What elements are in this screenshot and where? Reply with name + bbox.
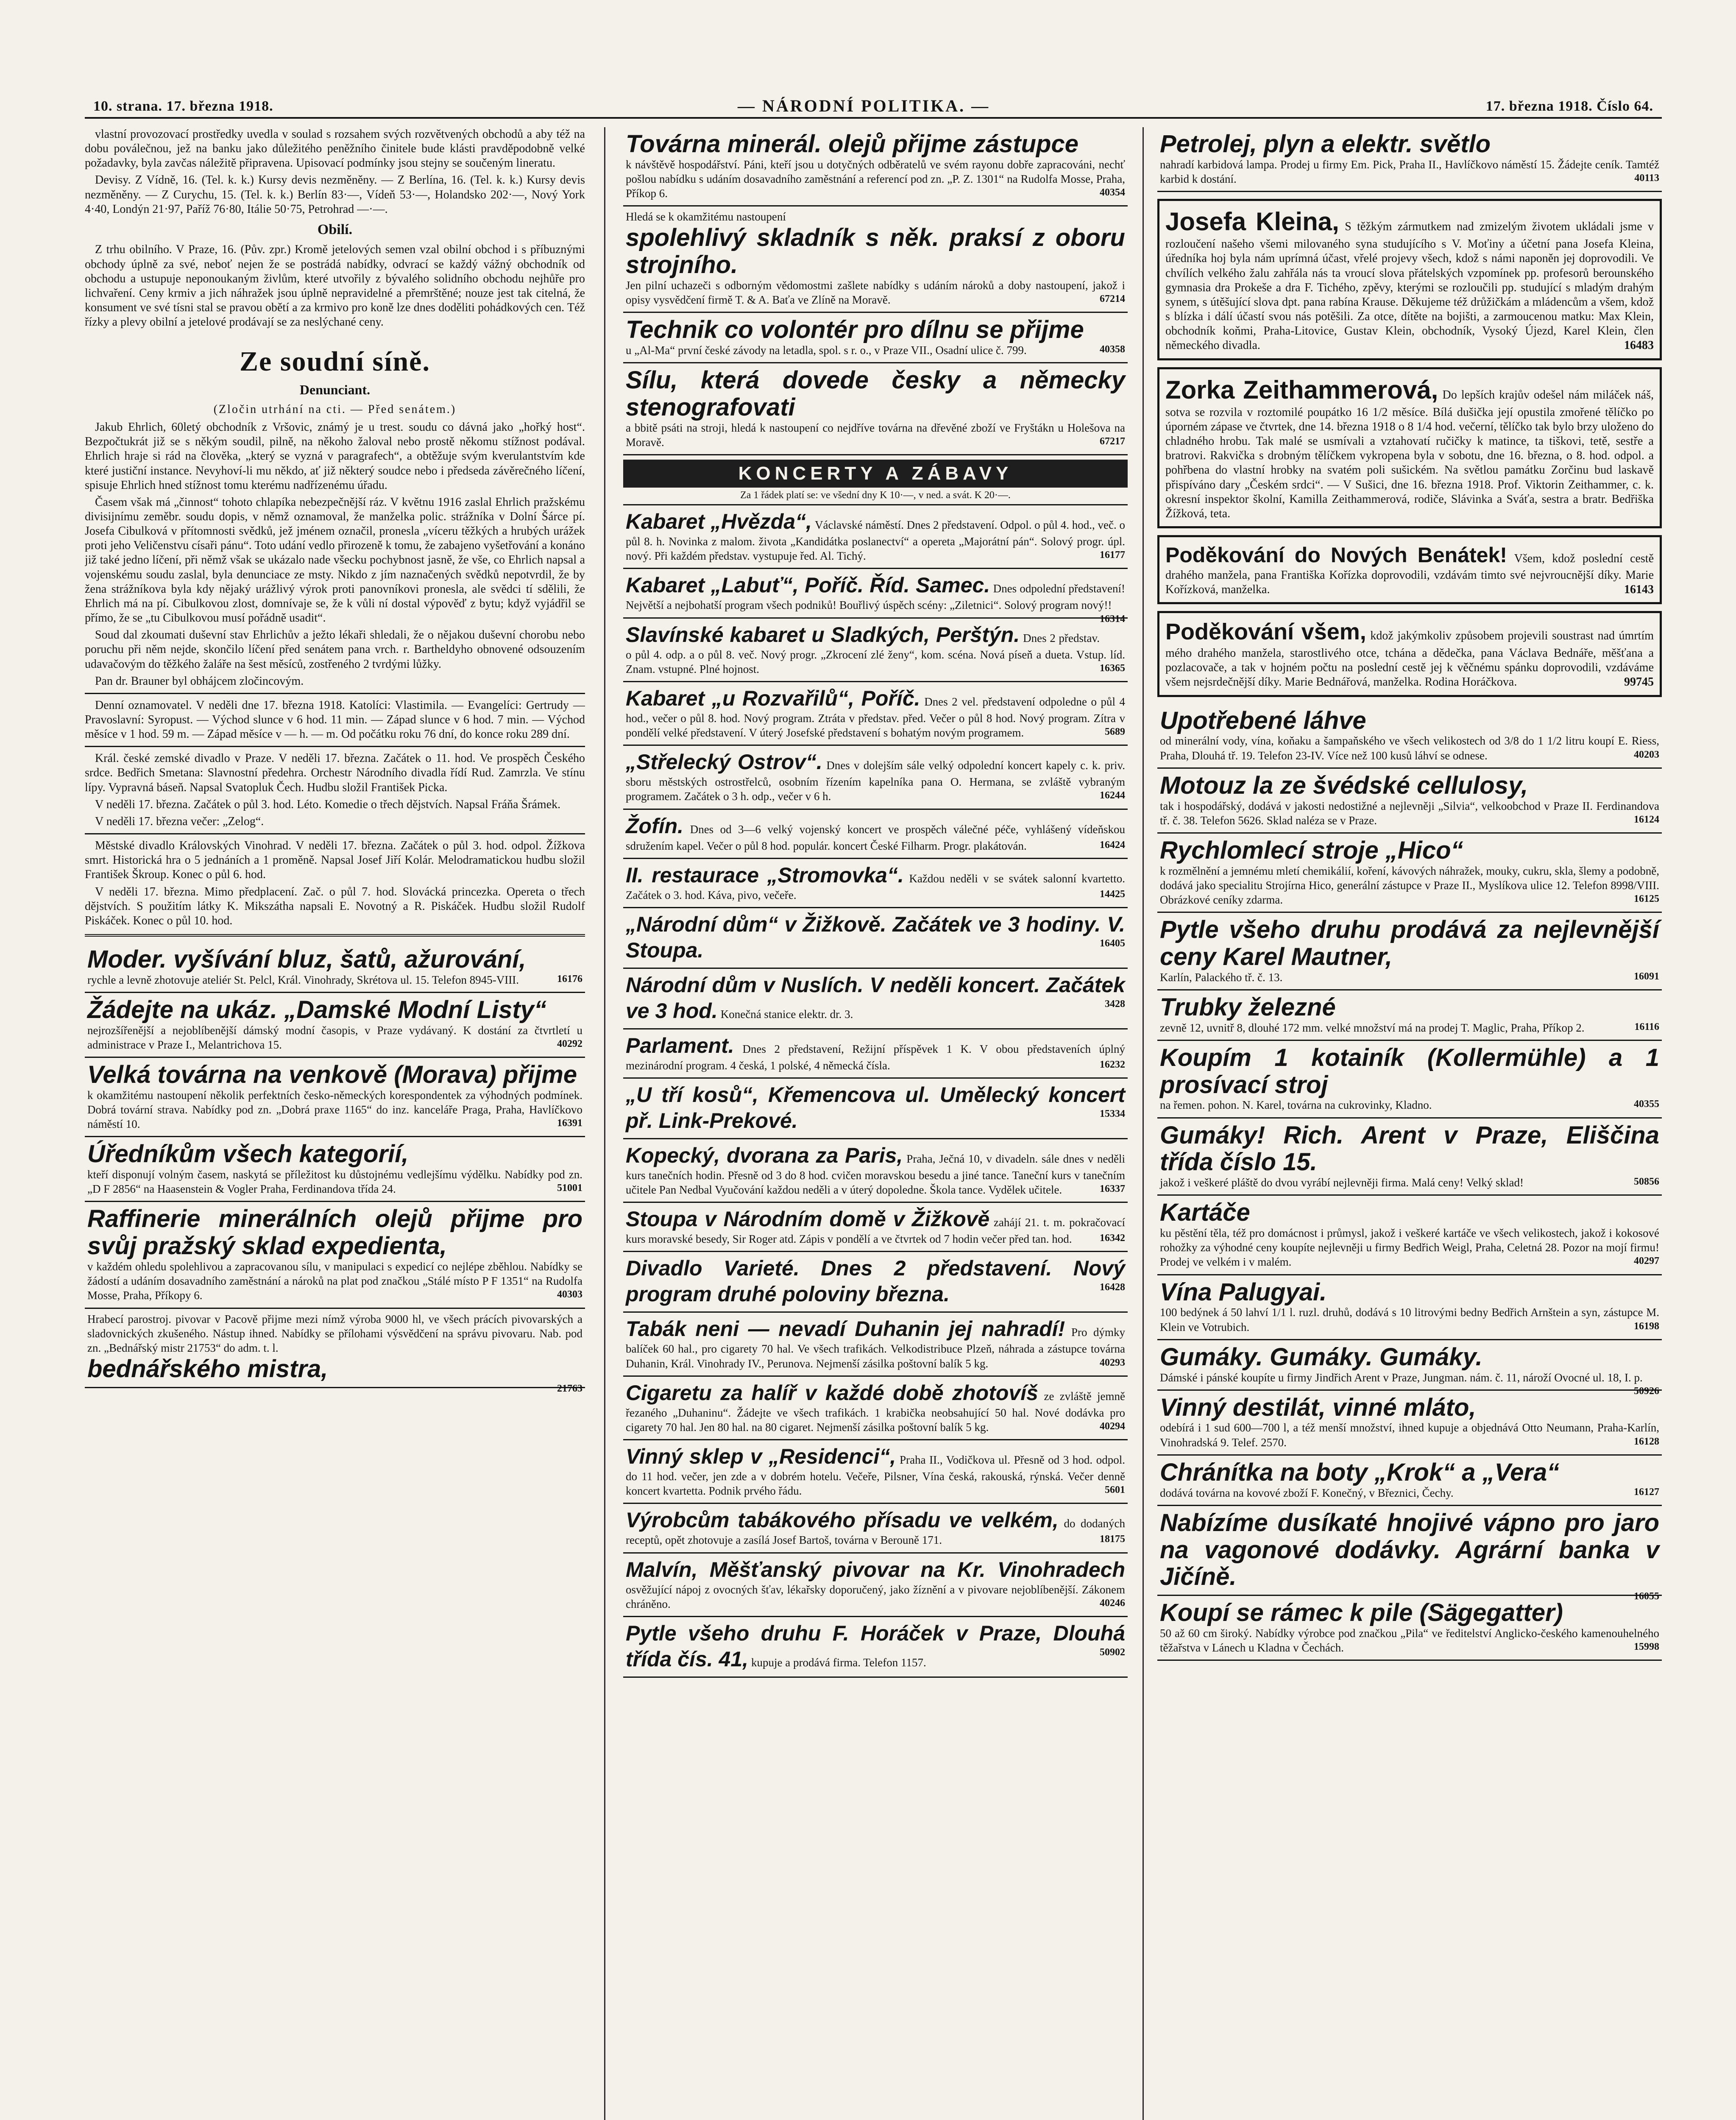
article-text: Soud dal zkoumati duševní stav Ehrlichův a ježto lékaři shledali, že o nějakou duševní chorobu nebo poruchu při něm nejde, skončilo líčení před senátem pana vrch. r. Bartheldyho obnovené odsouzením udavačovým do těžkého žaláře na šest měsíců, zostřeného 2 tvrdými lůžky. [85,628,585,671]
classified-ad: Kartáče ku pěstění těla, též pro domácnost i průmysl, jakož i veškeré kartáče ve všech velikostech, jakož i kokosové rohožky za výhodné ceny koupíte nejlevněji u firmy Bedřich Weigl, Praha, Celetná 28. Pozor na mojí firmu! Prodej ve velkém i v malém. 40297 [1157,1196,1662,1275]
article-title: Denunciant. [299,382,371,397]
classified-ad: Technik co volontér pro dílnu se přijme u „Al-Ma“ první české závody na letadla, spol. s r. o., v Praze VII., Osadní ulice č. 799. 40358 [623,313,1128,363]
calendar-text: Denní oznamovatel. V neděli dne 17. března 1918. Katolíci: Vlastimila. — Evangelíci: Gertrudy — Pravoslavní: Syropust. — Východ slunce v 6 hod. 11 min. — Západ slunce v 6 hod. 7 min. — Východ měsíce v 1 hod. 59 m. — Západ měsíce v — h. — m. Od počátku roku 76 dní, do konce roku 289 dní. [85,698,585,741]
classified-ad: Nabízíme dusíkaté hnojivé vápno pro jaro na vagonové dodávky. Agrární banka v Jičíně. 16055 [1157,1506,1662,1596]
theatre-text: V neděli 17. března. Začátek o půl 3. hod. Léto. Komedie o třech dějstvích. Napsal Fráňa Šrámek. [95,798,561,811]
obituary-notice [1157,367,1662,528]
entertainment-ad: Divadlo Varieté. Dnes 2 představení. Nový program druhé poloviny března. 16428 [623,1252,1128,1313]
entertainment-ad: Slavínské kabaret u Sladkých, Perštýn. Dnes 2 představ. o půl 4. odp. a o půl 8. več. Nový progr. „Zkrocení zlé ženy“, kom. scéna. Nová píseň a dueta. Vstup. líd. Znam. vstupné. Plné hojnost. 16365 [623,619,1128,682]
entertainment-ad: Vinný sklep v „Residenci“, Praha II., Vodičkova ul. Přesně od 3 hod. odpol. do 11 hod. večer, jen zde a v dobrém hotelu. Večeře, Pilsner, Vína česká, rakouská, rýnská. Večer denně koncert kvartetta. Podnik prvého řádu. 5601 [623,1440,1128,1504]
article-subtitle: (Zločin utrhání na cti. — Před senátem.) [213,402,457,416]
column-3 [1157,127,1662,2120]
classified-ad: Chránítka na boty „Krok“ a „Vera“ dodává továrna na kovové zboží F. Konečný, v Březnici, Čechy. 16127 [1157,1456,1662,1506]
classified-ad: Úředníkům všech kategorií, kteří disponují volným časem, naskytá se příležitost ku důstojnému vedlejšímu výdělku. Nabídky pod zn. „D F 2856“ na Haasenstein & Vogler Praha, Ferdinandova třída 24. 51001 [85,1137,585,1202]
entertainment-ad: Parlament. Dnes 2 představení, Režijní příspěvek 1 K. V obou představeních úplný mezinárodní program. 4 česká, 1 polské, 4 německá čísla. 16232 [623,1029,1128,1079]
notice-text: kdož jakýmkoliv způsobem projevili soustrast nad úmrtím mého drahého manžela, starostlivého otce, tchána a dědečka, pana Václava Bednáře, měšťana a pozlacovače, a tak v hojném počtu na poslední cestě jej k věčnému spánku doprovodili, vzdáváme všem nejsrdečnější díky. Marie Bednářová, manželka. Rodina Horáčkova. [1165,629,1654,689]
entertainment-ad: Cigaretu za halíř v každé době zhotovíš ze zvláště jemně řezaného „Duhaninu“. Žádejte ve všech trafikách. 1 krabička neobsahující 50 hal. Nové dodávka pro cigarety 70 hal. Jen 80 hal. na 80 cigaret. Nejmenší zásilka poštovní balík 5 kg. 40294 [623,1377,1128,1440]
classified-ad: Koupí se rámec k pile (Sägegatter) 50 až 60 cm široký. Nabídky výrobce pod značkou „Pila“ ve ředitelství Anglicko-českého kamenouhelného těžařstva v Lánech u Kladna v Čechách. 15998 [1157,1596,1662,1661]
entertainment-ad: Kabaret „Hvězda“, Václavské náměstí. Dnes 2 představení. Odpol. o půl 4. hod., več. o půl 8. h. Novinka z malom. života „Kandidátka poslanectví“ a opereta „Majorátní pán“. Solový progr. úpl. nový. Při každém představ. vystupuje řed. Al. Tichý. 16177 [623,505,1128,569]
obituary-text: Do lepších krajův odešel nám miláček náš, sotva se rozvila v roztomilé poupátko 16 1/2 měsíce. Bílá dušička její opustila zmořené tělíčko po úporném zápase ve čtvrtek, dne 14. března 1918 o 8 1/4 hod. večerní, tělíčko tak bylo brzy uloženo do chladného hrobu. Tak malé se usmívali a vztahovatí ručičky k matince, ta tiškovi, tetě, sestře a bratrovi. Rakvička s drobným tělíčkem vykropena byla v sobotu, dne 16. března, o 8. hod. odpol. a pohřbena do vlastní hrobky na svatém poli sušickém. Na světlou památku Zorčinu bud laskavě přispíváno dary „Českém srdci“. — V Sušici, dne 16. března 1918. Prof. Viktorin Zeithammer, c. k. okresní inspektor školní, Kamilla Zeithammerová, rodiče, Slávinka a Sváťa, sestra a bratr. Bedřiška Žížková, teta. [1165,388,1654,520]
classified-ad: Rychlomlecí stroje „Hico“ k rozmělnění a jemnému mletí chemikálií, koření, kávových náhražek, mouky, cukru, skla, šlemy a podobně, dodává jako specialitu Strojírna Hico, generální zástupce v Praze II., Myslíkova ulice 12. Telefon 8998/VIII. Obrázkové ceníky zdarma. 16125 [1157,834,1662,913]
classified-ad: Žádejte na ukáz. „Damské Modní Listy“ nejrozšířenější a nejoblíbenější dámský modní časopis, v Praze vydávaný. K dostání za čtvrtletí u administrace v Praze I., Melantrichova 15. 40292 [85,993,585,1058]
classified-ad: Trubky železné zevně 12, uvnitř 8, dlouhé 172 mm. velké množství má na prodej T. Maglic, Praha, Příkop 2. 16116 [1157,990,1662,1041]
classified-ad: Gumáky! Rich. Arent v Praze, Eliščina třída číslo 15. jakož i veškeré pláště do dvou vyrábí nejlevněji firma. Malá ceny! Velký sklad! 50856 [1157,1119,1662,1196]
classified-ad: Hledá se k okamžitému nastoupení spolehlivý skladník s něk. praksí z oboru strojního. Jen pilní uchazeči s odborným vědomostmi zašlete nabídky s udáním nároků a doby nastoupení, jakož i opisy vysvědčení firmě T. & A. Baťa ve Zlíně na Moravě. 67214 [623,206,1128,313]
thanks-notice: Poděkování všem, kdož jakýmkoliv způsobem projevili soustrast nad úmrtím mého drahého manžela, starostlivého otce, tchána a dědečka, pana Václava Bednáře, měšťana a pozlacovače, a tak v hojném počtu na poslední cestě jej k věčnému spánku doprovodili, vzdáváme všem nejsrdečnější díky. Marie Bednářová, manželka. Rodina Horáčkova. 99745 [1157,611,1662,697]
header-right: 17. března 1918. Číslo 64. [1485,98,1653,114]
newspaper-page [85,81,1662,2120]
obituary-text: S těžkým zármutkem nad zmizelým životem ukládali jsme v rozloučení našeho všemi milovaného syna studujícího s V. Moťiny a účetní pana Josefa Kleina, úředníka hoj byla nám uprímná účast, vřelé projevy všech, kdož s námi naponěn jej doprovodili. Ve chvílích velkého žalu zahřála nás ta vroucí slova přátelských vzpomínek pp. profesorů berounského gymnasia dra Prokeše a dra F. Tichého, zpěvy, kterými se rozloučili pp. studující s mladým drahým synem, s útěšující slova dpt. pana rabína Krause. Děkujeme též drůžičkám a mládencům a všem, kdož s blízka i dálí účastí svou nás potěšili. Za otce, dítěte na bojišti, a zarmoucenou matku: Max Klein, obchodník koňmi, Praha-Litovice, Gustav Klein, obchodník, Vysoký Újezd, Karel Klein, člen německého divadla. [1165,220,1654,352]
banner-note: Za 1 řádek platí se: ve všední dny K 10·—, v ned. a svát. K 20·—. [623,489,1128,505]
theatre-text: Městské divadlo Královských Vinohrad. V neděli 17. března. Začátek o půl 3. hod. odpol. Žížkova smrt. Historická hra o 5 jednáních a 1 proměně. Napsal Josef Jiří Kolár. Melodramatickou hudbu složil František Škroup. Konec o půl 6. hod. [85,839,585,881]
entertainment-ad: „Národní dům“ v Žižkově. Začátek ve 3 hodiny. V. Stoupa. 16405 [623,908,1128,969]
entertainment-ad: Tabák neni — nevadí Duhanin jej nahradí! Pro dýmky balíček 60 hal., pro cigarety 70 hal. Ve všech trafikách. Velkodistribuce Plzeň, náhrada a zástupce továrna Duhanin, Král. Vinohrady IV., Perunova. Nejmenší zásilka poštovní balík 5 kg. 40293 [623,1313,1128,1376]
classified-ad: Továrna minerál. olejů přijme zástupce k návštěvě hospodářství. Páni, kteří jsou u dotyčných odběratelů ve svém rayonu dobře zapracováni, nechť pošlou nabídku s udáním dosavadního zaměstnání a referencí pod zn. „P. Z. 1301“ na Rudolfa Mosse, Praha, Příkop 6. 40354 [623,127,1128,206]
entertainment-ad: Kabaret „u Rozvařilů“, Poříč. Dnes 2 vel. představení odpoledne o půl 4 hod., večer o půl 8. hod. Nový program. Ztráta v představ. před. Večer o půl 8 hod. Nový program. Zítra v pondělí velké představení. V úterý Josefské představení s bohatým novým programem. 5689 [623,682,1128,746]
notice-text: Všem, kdož poslední cestě drahého manžela, pana Františka Kořízka doprovodili, vzdávám timto své nejvroucnější díky. Marie Kořízková, manželka. [1165,552,1654,597]
classified-ad: Vína Palugyai. 100 bedýnek á 50 lahví 1/1 l. ruzl. druhů, dodává s 10 litrovými bedny Bedřich Arnštein a syn, zástupce M. Klein ve Votrubich. 16198 [1157,1275,1662,1340]
classified-ad: Moder. vyšívání bluz, šatů, ažurování, rychle a levně zhotovuje ateliér St. Pelcl, Král. Vinohrady, Skrétova ul. 15. Telefon 8945-VIII. 16176 [85,943,585,993]
masthead: — NÁRODNÍ POLITIKA. — [738,96,990,115]
entertainment-ad: Žofín. Dnes od 3—6 velký vojenský koncert ve prospěch válečné péče, vyhlášený vídeňskou sdružením kapel. Večer o půl 8 hod. populár. koncert České Filharm. Progr. plakátován. 16424 [623,810,1128,859]
notice-title: Poděkování do Nových Benátek! [1165,543,1507,567]
header-left: 10. strana. 17. března 1918. [93,98,273,114]
article-text: Pan dr. Brauner byl obhájcem zločincovým. [95,674,304,688]
classified-ad: Upotřebené láhve od minerální vody, vína, koňaku a šampaňského ve všech velikostech od 3/8 do 1 1/2 litru koupí E. Riess, Praha, Dlouhá tř. 19. Telefon 23-IV. Více než 100 kusů láhví se odnese. 40203 [1157,704,1662,769]
article-text: Jakub Ehrlich, 60letý obchodník z Vršovic, známý je u trest. soudu co dávná jako „hořký host“. Bezpočtukrát již se s někým soudil, pilně, na někoho žaloval nebo prostě někomu stížnost podával. Ehrlich hraje si rád na člověka, „který se vyzná v paragrafech“, a obtěžuje svým kverulantstvím kde které justiční instance. Nevyhoví-li mu někdo, ať již některý soudce nebo i předseda závěrečného líčení, spisuje Ehrlich hned stížnost tomu kterému nadřízenému úřadu. [85,421,585,492]
classified-ad: Sílu, která dovede česky a německy stenografovati a bbitě psáti na stroji, hledá k nastoupení co nejdříve továrna na dřevěné zboží ve Fryštákn u Holešova na Moravě. 67217 [623,363,1128,455]
article-text: vlastní provozovací prostředky uvedla v soulad s rozsahem svých rozvětvených obchodů a aby též na dobu poválečnou, jež na banku jako důležitého peněžního činitele bude klásti pravděpodobně velké požadavky, byla zavčas náležitě připravena. Upisovací podmínky jsou stejny se součeným lineratu. [85,128,585,170]
classified-ad: Raffinerie minerálních olejů přijme pro svůj pražský sklad expedienta, v každém ohledu spolehlivou a zapracovanou sílu, v manipulaci s expedicí co nejlépe zběhlou. Nabídky se žádostí a udáním dosavadního zaměstnání a nároků na plat pod značkou „Stálé místo P F 1351“ na Rudolfa Mosse, Praha, Příkopy 6. 40303 [85,1202,585,1308]
divider [85,934,585,937]
entertainment-ad: Kabaret „Labuť“, Poříč. Říd. Samec. Dnes odpolední představení! Největší a nejbohatší program všech podniků! Bouřlivý úspěch scény: „Ziletnici“. Solový program nový!! 16314 [623,569,1128,618]
section-banner: KONCERTY A ZÁBAVY [623,460,1128,488]
entertainment-ad: „U tří kosů“, Křemencova ul. Umělecký koncert př. Link-Prekové. 15334 [623,1079,1128,1139]
entertainment-ad: Kopecký, dvorana za Paris, Praha, Ječná 10, v divadeln. sále dnes v neděli kurs tanečních hodin. Přesně od 3 do 8 hod. cvičen moravskou besedu a jiné tance. Taneční kurs v tanečním učitele Pan Nedbal Vyučování každou neděli a v úterý dopoledne. Škola tance. Vydělek učitele. 16337 [623,1139,1128,1203]
classified-ad: Gumáky. Gumáky. Gumáky. Dámské i pánské koupíte u firmy Jindřich Arent v Praze, Jungman. nám. č. 11, nároží Ovocné ul. 18, I. p. 50926 [1157,1340,1662,1391]
column-2 [623,127,1128,2120]
classified-ad: Motouz la ze švédské cellulosy, tak i hospodářský, dodává v jakosti nedostižné a nejlevněji „Silvia“, velkoobchod v Praze II. Ferdinandova tř. č. 38. Telefon 5626. Sklad naléza se v Praze. 16124 [1157,769,1662,834]
theatre-text: V neděli 17. března. Mimo předplacení. Zač. o půl 7. hod. Slovácká princezka. Opereta o třech dějstvích. S použitím látky K. Mikszátha napsali E. Novotný a R. Piskáček. Hudbu složil Rudolf Piskáček. Konec o půl 10. hod. [85,885,585,927]
classified-ad: Koupím 1 kotainík (Kollermühle) a 1 prosívací stroj na řemen. pohon. N. Karel, továrna na cukrovinky, Kladno. 40355 [1157,1041,1662,1119]
section-title: Ze soudní síně. [240,346,430,377]
column-divider [604,127,605,2120]
obituary-name: Zorka Zeithammerová, [1165,375,1438,404]
divider [85,833,585,834]
column-1 [85,127,585,2120]
thanks-notice: Poděkování do Nových Benátek! Všem, kdož poslední cestě drahého manžela, pana Františka Kořízka doprovodili, vzdávám timto své nejvroucnější díky. Marie Kořízková, manželka. 16143 [1157,535,1662,604]
entertainment-ad: Výrobcům tabákového přísadu ve velkém, do dodaných receptů, opět zhotovuje a zasílá Josef Bartoš, továrna v Berouně 171. 18175 [623,1504,1128,1553]
classified-ad: Petrolej, plyn a elektr. světlo nahradí karbidová lampa. Prodej u firmy Em. Pick, Praha II., Havlíčkovo náměstí 15. Žádejte ceník. Tamtéž karbid k dostání. 40113 [1157,127,1662,192]
entertainment-ad: Národní dům v Nuslích. V neděli koncert. Začátek ve 3 hod. Konečná stanice elektr. dr. 3. 3428 [623,969,1128,1029]
theatre-text: V neděli 17. března večer: „Zelog“. [95,815,264,828]
page-header [85,93,1662,119]
col1-ads [85,943,585,1394]
classified-ad: Velká továrna na venkově (Morava) přijme k okamžitému nastoupení několik perfektních česko-německých korespondentek za výhodných podmínek. Dobrá tovární strava. Nabídky pod zn. „Dobrá praxe 1165“ do inz. kanceláře Praga, Praha, Havlíčkovo náměstí 10. 16391 [85,1058,585,1137]
classified-ad: Vinný destilát, vinné mláto, odebírá i 1 sud 600—700 l, a též menší množství, ihned kupuje a objednává Otto Neumann, Praha-Karlín, Vinohradská 9. Telef. 2570. 16128 [1157,1391,1662,1456]
entertainment-ad: Stoupa v Národním domě v Žižkově zahájí 21. t. m. pokračovací kurs moravské besedy, Sir Roger atd. Zápis v pondělí a ve čtvrtek od 7 hodin večer před tan. hod. 16342 [623,1203,1128,1252]
article-text: Z trhu obilního. V Praze, 16. (Pův. zpr.) Kromě jetelových semen vzal obilní obchod i s příbuznými obchody úplně za své, neboť nejen že se postrádá nabídky, odvrací se každý vážný obchodník od obchodu a ustupuje neponoukaným živlům, které utvořily z bývalého solidního obchodu nejhůře pro lichvaření. Ceny krmiv a jich náhražek jsou úplně nepravidelné a přemrštěné; nouze jest tak citelná, že konsument ve své tísni stal se pravou obětí a za krmivo pro koně lze dnes doděliti pohádkových cen. Též řízky a plevy obilní a jetelové prodávají se za neslýchané ceny. [85,243,585,329]
classified-ad: Hrabecí parostroj. pivovar v Pacově přijme mezi nímž výroba 9000 hl, ve všech prácích pivovarských a sladovnických zkušeného. Nástup ihned. Nabídky se přílohami výsvědčení na správu pivovaru. Nab. pod zn. „Bednářský mistr 21753“ do adm. t. l. bednářského mistra, 21763 [85,1309,585,1388]
obituary-name: Josefa Kleina, [1165,207,1339,236]
divider [85,693,585,694]
entertainment-ad: Pytle všeho druhu F. Horáček v Praze, Dlouhá třída čís. 41, kupuje a prodává firma. Telefon 1157. 50902 [623,1617,1128,1678]
column-divider [1142,127,1144,2120]
entertainment-ad: „Střelecký Ostrov“. Dnes v dolejším sále velký odpolední koncert kapely c. k. priv. sboru městských ostrostřelců, osobním řízením kapelníka pana O. Hermana, se zvláště vybraným programem. Začátek o 3 h. odp., večer v 6 h. 16244 [623,746,1128,809]
entertainment-ad: II. restaurace „Stromovka“. Každou neděli v se svátek salonní kvartetto. Začátek o 3. hod. Káva, pivo, večeře. 14425 [623,859,1128,908]
classified-ad: Pytle všeho druhu prodává za nejlevnější ceny Karel Mautner, Karlín, Palackého tř. č. 13. 16091 [1157,913,1662,990]
theatre-text: Král. české zemské divadlo v Praze. V neděli 17. března. Začátek o 11. hod. Ve prospěch Českého srdce. Bedřich Smetana: Slavnostní předehra. Orchestr Národního divadla řídí Rud. Zamrzla. Ve stínu lípy. Vypravná báseň. Napsal Svatopluk Čech. Hudbu složil František Picka. [85,752,585,794]
divider [85,746,585,747]
entertainment-ad: Malvín, Měšťanský pivovar na Kr. Vinohradech osvěžující nápoj z ovocných šťav, lékařsky doporučený, jako žíznění a v pivovare nejoblíbenější. Zákonem chráněno. 40246 [623,1554,1128,1617]
article-text: Časem však má „činnost“ tohoto chlapíka nebezpečnější ráz. V květnu 1916 zaslal Ehrlich pražskému divisijnímu zeměbr. soudu dopis, v němž oznamoval, že manželka polic. strážníka v Dolní Šárce pí. Josefa Cibulková v přítomnosti svědků, jež jménem označil, pronesla „víceru těžkých a hrubých urážek proti jeho Veličenstvu císaři pánu“. Toto udání vedlo přirozeně k tomu, že zabajeno vyšetřování a konáno již také jedno líčení, při němž však se ukázalo nade všecku pochybnost jasně, že vše, co Ehrlich napsal a vojenskému soudu zaslal, byla denunciace ze msty. Nikdo z jím naznačených svědků nepotvrdil, že by žena strážníkova byla kdy nějaký urážlivý výrok proti panovníkovi pronesla, ale svědci tí sdělili, že Ehrlich má na pí. Cibulkovou zlost, domnívaje se, že k vůli ní dostal výpověď z bytu; když vyjádřil se přímo, že se „tu Cibulkovou musí pořádně usadit“. [85,495,585,625]
section-heading: Obilí. [317,221,353,237]
article-text: Devisy. Z Vídně, 16. (Tel. k. k.) Kursy devis nezměněny. — Z Berlína, 16. (Tel. k. k.) Kursy devis nezměněny. — Z Curychu, 15. (Tel. k. k.) Berlín 83·—, Vídeň 53·—, Holandsko 202·—, Nový York 4·40, Londýn 21·97, Paříž 76·80, Itálie 50·75, Petrohrad —·—. [85,173,585,216]
notice-title: Poděkování všem, [1165,619,1366,645]
obituary-notice: Josefa Kleina, S těžkým zármutkem nad zmizelým životem ukládali jsme v rozloučení našeho všemi milovaného syna studujícího s V. Moťiny a účetní pana Josefa Kleina, úředníka hoj byla nám uprímná účast, vřelé projevy všech, kdož s námi naponěn jej doprovodili. Ve chvílích velkého žalu zahřála nás ta vroucí slova přátelských vzpomínek pp. profesorů berounského gymnasia dra Prokeše a dra F. Tichého, zpěvy, kterými se rozloučili pp. studující s mladým drahým synem, s útěšující slova dpt. pana rabína Krause. Děkujeme též drůžičkám a mládencům a všem, kdož s blízka i dálí účastí svou nás potěšili. Za otce, dítěte na bojišti, a zarmoucenou matku: Max Klein, obchodník koňmi, Praha-Litovice, Gustav Klein, obchodník, Vysoký Újezd, Karel Klein, člen německého divadla. 16483 [1157,199,1662,360]
